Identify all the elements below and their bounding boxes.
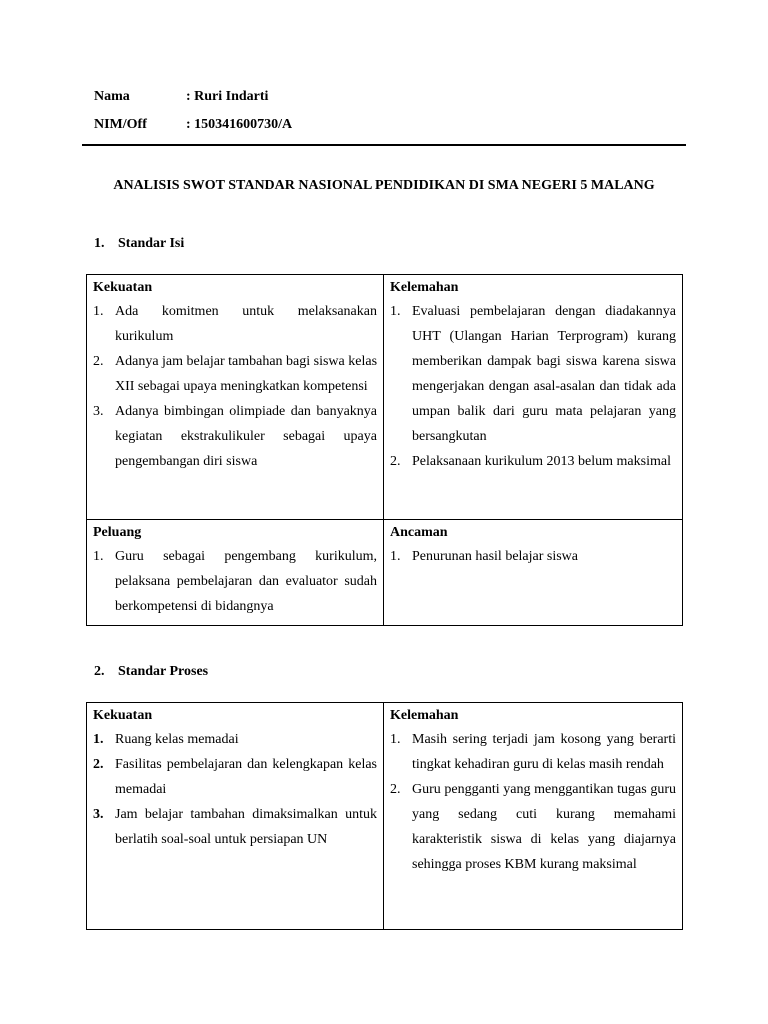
document-title: ANALISIS SWOT STANDAR NASIONAL PENDIDIKAN DI SMA NEGERI 5 MALANG [113,178,655,193]
list-item [93,752,377,802]
table-row [87,703,683,930]
list-item-text: Pelaksanaan kurikulum 2013 belum maksimal [412,454,671,469]
list-item [390,544,676,569]
nim-value: : 150341600730/A [186,117,293,132]
list-item-text: Masih sering terjadi jam kosong yang berarti tingkat kehadiran guru di kelas masih rendah [412,732,676,772]
table-row [87,275,683,520]
student-info [94,86,292,142]
list-item [390,777,676,877]
list-item [93,727,377,752]
section-number: 2. [94,664,105,679]
list-item [93,544,377,619]
table-row [87,520,683,626]
ancaman-cell [384,520,683,626]
header-divider [82,144,686,146]
kelemahan-cell [384,275,683,520]
swot-table-standar-isi [86,274,683,626]
list-item-text: Guru sebagai pengembang kurikulum, pelaksana pembelajaran dan evaluator sudah berkompetensi di bidangnya [115,549,377,614]
list-item-number: 1. [390,549,401,564]
list-item-text: Ruang kelas memadai [115,732,239,747]
nim-label: NIM/Off [94,117,147,132]
list-item-number: 1. [93,304,104,319]
kelemahan-cell [384,703,683,930]
list-item-number: 2. [93,757,104,772]
swot-table-standar-proses [86,702,683,930]
list-item-text: Evaluasi pembelajaran dengan diadakannya UHT (Ulangan Harian Terprogram) kurang memberikan dampak bagi siswa karena siswa mengerjakan dengan asal-asalan dan tidak ada umpan balik dari guru mata pelajaran yang bersangkutan [412,304,676,444]
list-item [93,349,377,399]
nim-row [94,114,292,142]
peluang-cell [87,520,384,626]
list-item-number: 2. [390,782,401,797]
list-item [390,449,676,474]
list-item-number: 1. [93,732,104,747]
name-label: Nama [94,89,130,104]
kelemahan-list [390,727,676,877]
list-item-number: 2. [93,354,104,369]
list-item-text: Guru pengganti yang menggantikan tugas guru yang sedang cuti kurang memahami karakteristik siswa di kelas yang diajarnya sehingga proses KBM kurang maksimal [412,782,676,872]
section-number: 1. [94,236,105,251]
list-item-number: 3. [93,404,104,419]
list-item [390,727,676,777]
list-item-number: 1. [93,549,104,564]
kelemahan-title: Kelemahan [390,280,459,295]
kekuatan-title: Kekuatan [93,708,153,723]
section-heading-standar-proses [94,664,208,680]
kekuatan-title: Kekuatan [93,280,153,295]
list-item-number: 3. [93,807,104,822]
name-value: : Ruri Indarti [186,89,269,104]
name-row [94,86,292,114]
list-item-number: 2. [390,454,401,469]
list-item-text: Ada komitmen untuk melaksanakan kurikulum [115,304,377,344]
list-item [93,802,377,852]
list-item-text: Adanya jam belajar tambahan bagi siswa kelas XII sebagai upaya meningkatkan kompetensi [115,354,378,394]
list-item [93,299,377,349]
kelemahan-title: Kelemahan [390,708,459,723]
list-item-text: Penurunan hasil belajar siswa [412,549,579,564]
kekuatan-list [93,299,377,474]
list-item [390,299,676,449]
ancaman-list [390,544,676,569]
section-title: Standar Proses [118,664,209,679]
section-heading-standar-isi [94,236,184,252]
peluang-title: Peluang [93,525,142,540]
peluang-list [93,544,377,619]
section-title: Standar Isi [118,236,185,251]
kekuatan-cell [87,275,384,520]
list-item-text: Jam belajar tambahan dimaksimalkan untuk berlatih soal-soal untuk persiapan UN [115,807,377,847]
list-item-text: Fasilitas pembelajaran dan kelengkapan kelas memadai [115,757,377,797]
kekuatan-cell [87,703,384,930]
list-item-number: 1. [390,732,401,747]
list-item-number: 1. [390,304,401,319]
list-item [93,399,377,474]
list-item-text: Adanya bimbingan olimpiade dan banyaknya kegiatan ekstrakulikuler sebagai upaya pengembangan diri siswa [115,404,377,469]
kekuatan-list [93,727,377,852]
kelemahan-list [390,299,676,474]
ancaman-title: Ancaman [390,525,448,540]
